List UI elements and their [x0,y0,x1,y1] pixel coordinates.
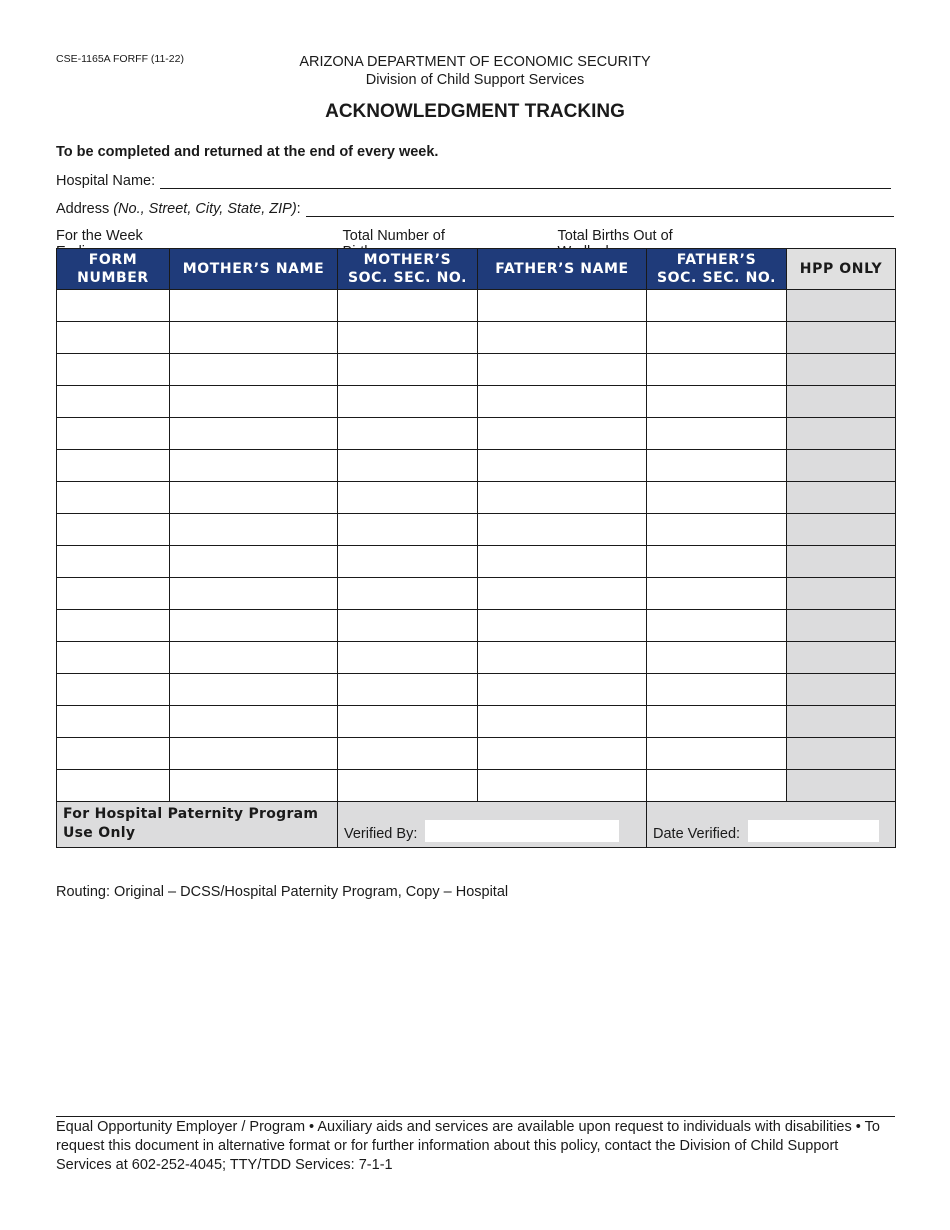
form-number-cell[interactable] [57,706,170,738]
hpp-only-cell [787,578,896,610]
hpp-only-cell [787,770,896,802]
fathers-ssn-cell[interactable] [647,578,787,610]
fathers-name-cell[interactable] [478,546,647,578]
hpp-only-cell [787,322,896,354]
mothers-name-cell[interactable] [170,418,338,450]
table-row [57,706,896,738]
mothers-ssn-cell[interactable] [338,578,478,610]
fathers-ssn-cell[interactable] [647,706,787,738]
verified-by-cell [338,802,647,848]
mothers-name-cell[interactable] [170,354,338,386]
agency-header [0,53,950,89]
form-number-cell[interactable] [57,546,170,578]
fathers-ssn-cell[interactable] [647,770,787,802]
fathers-ssn-cell[interactable] [647,450,787,482]
mothers-ssn-cell[interactable] [338,546,478,578]
form-number-cell[interactable] [57,674,170,706]
fathers-ssn-cell[interactable] [647,290,787,322]
fathers-ssn-cell[interactable] [647,354,787,386]
out-of-wedlock-label: Total Births Out of [557,228,673,244]
form-number-cell[interactable] [57,610,170,642]
mothers-name-cell[interactable] [170,738,338,770]
date-verified-field[interactable] [748,820,879,842]
routing-text: Routing: Original – DCSS/Hospital Paternity Program, Copy – Hospital [56,884,509,900]
table-row [57,482,896,514]
fathers-ssn-cell[interactable] [647,674,787,706]
fathers-ssn-cell[interactable] [647,738,787,770]
total-births-label: Total Number of [342,228,445,244]
table-row [57,770,896,802]
table-row [57,578,896,610]
table-row [57,514,896,546]
fathers-name-cell[interactable] [478,386,647,418]
mothers-ssn-cell[interactable] [338,450,478,482]
table-row [57,738,896,770]
fathers-name-cell[interactable] [478,770,647,802]
mothers-name-cell[interactable] [170,482,338,514]
mothers-name-cell[interactable] [170,290,338,322]
table-row [57,546,896,578]
form-number-cell[interactable] [57,386,170,418]
mothers-name-cell[interactable] [170,386,338,418]
form-number-cell[interactable] [57,482,170,514]
fathers-name-cell[interactable] [478,482,647,514]
col-header-hpp-only: HPP ONLY [787,249,896,290]
table-row [57,354,896,386]
address-hint: (No., Street, City, State, ZIP) [113,201,297,217]
fathers-name-cell[interactable] [478,514,647,546]
form-number-cell[interactable] [57,738,170,770]
hpp-only-cell [787,514,896,546]
mothers-name-cell[interactable] [170,578,338,610]
mothers-name-cell[interactable] [170,610,338,642]
table-row [57,418,896,450]
col-header-form-number: FORM NUMBER [57,249,170,290]
fathers-name-cell[interactable] [478,322,647,354]
hpp-only-cell [787,546,896,578]
fathers-ssn-cell[interactable] [647,610,787,642]
fathers-ssn-cell[interactable] [647,642,787,674]
form-number-cell[interactable] [57,418,170,450]
footer-notice: Equal Opportunity Employer / Program • Auxiliary aids and services are available upon request to individuals with disabilities • To request this document in alternative format or for further information about this policy, contact the Division of Child Support Services at 602-252-4045; TTY/TDD Services: 7-1-1 [56,1119,880,1173]
fathers-name-cell[interactable] [478,418,647,450]
form-code: CSE-1165A FORFF (11-22) [56,53,184,65]
mothers-ssn-cell[interactable] [338,642,478,674]
address-row [56,200,894,217]
fathers-name-cell[interactable] [478,578,647,610]
instruction-text: To be completed and returned at the end of every week. [56,144,439,160]
form-number-cell[interactable] [57,290,170,322]
hpp-only-cell [787,418,896,450]
fathers-ssn-cell[interactable] [647,546,787,578]
mothers-name-cell[interactable] [170,770,338,802]
week-ending-label: For the Week [56,228,143,244]
mothers-ssn-cell[interactable] [338,354,478,386]
footer-divider [56,1116,895,1117]
mothers-ssn-cell[interactable] [338,738,478,770]
fathers-ssn-cell[interactable] [647,418,787,450]
fathers-name-cell[interactable] [478,354,647,386]
mothers-ssn-cell[interactable] [338,482,478,514]
hpp-only-cell [787,610,896,642]
table-row [57,642,896,674]
mothers-name-cell[interactable] [170,674,338,706]
verified-by-label: Verified By: [344,826,418,842]
hpp-use-only-label: For Hospital Paternity Program Use Only [57,802,338,848]
table-body [57,290,896,802]
address-colon: : [296,201,301,217]
fathers-ssn-cell[interactable] [647,322,787,354]
col-header-fathers-ssn: FATHER’S SOC. SEC. NO. [647,249,787,290]
hpp-only-cell [787,642,896,674]
fathers-name-cell[interactable] [478,642,647,674]
fathers-ssn-cell[interactable] [647,482,787,514]
fathers-name-cell[interactable] [478,674,647,706]
mothers-name-cell[interactable] [170,546,338,578]
date-verified-cell [647,802,896,848]
hpp-only-cell [787,450,896,482]
col-header-mothers-ssn: MOTHER’S SOC. SEC. NO. [338,249,478,290]
mothers-ssn-cell[interactable] [338,514,478,546]
table-header-row [57,249,896,290]
page-title: ACKNOWLEDGMENT TRACKING [325,101,625,122]
table-row [57,674,896,706]
table-row [57,610,896,642]
fathers-name-cell[interactable] [478,706,647,738]
agency-name: ARIZONA DEPARTMENT OF ECONOMIC SECURITY [299,54,651,70]
form-number-cell[interactable] [57,354,170,386]
col-header-mothers-name: MOTHER’S NAME [170,249,338,290]
hpp-only-cell [787,290,896,322]
mothers-ssn-cell[interactable] [338,386,478,418]
hpp-only-cell [787,354,896,386]
mothers-ssn-cell[interactable] [338,322,478,354]
table-row [57,450,896,482]
fathers-name-cell[interactable] [478,738,647,770]
mothers-ssn-cell[interactable] [338,610,478,642]
form-number-cell[interactable] [57,514,170,546]
table-row [57,290,896,322]
form-number-cell[interactable] [57,322,170,354]
division-name: Division of Child Support Services [365,72,585,88]
mothers-ssn-cell[interactable] [338,706,478,738]
form-number-cell[interactable] [57,578,170,610]
hpp-only-cell [787,674,896,706]
mothers-name-cell[interactable] [170,450,338,482]
hpp-footer-row [57,802,896,848]
mothers-name-cell[interactable] [170,322,338,354]
mothers-name-cell[interactable] [170,642,338,674]
fathers-name-cell[interactable] [478,290,647,322]
hpp-only-cell [787,738,896,770]
fathers-ssn-cell[interactable] [647,514,787,546]
address-label: Address [56,201,110,217]
date-verified-label: Date Verified: [653,826,741,842]
mothers-name-cell[interactable] [170,706,338,738]
fathers-ssn-cell[interactable] [647,386,787,418]
table-row [57,386,896,418]
form-number-cell[interactable] [57,450,170,482]
hospital-name-row [56,172,891,189]
address-field[interactable] [306,200,894,217]
form-number-cell[interactable] [57,770,170,802]
mothers-ssn-cell[interactable] [338,418,478,450]
hpp-only-cell [787,482,896,514]
form-number-cell[interactable] [57,642,170,674]
hospital-name-label: Hospital Name: [56,173,156,189]
hpp-only-cell [787,386,896,418]
verified-by-field[interactable] [425,820,619,842]
mothers-ssn-cell[interactable] [338,290,478,322]
mothers-name-cell[interactable] [170,514,338,546]
mothers-ssn-cell[interactable] [338,674,478,706]
col-header-fathers-name: FATHER’S NAME [478,249,647,290]
tracking-table [56,248,896,848]
fathers-name-cell[interactable] [478,610,647,642]
fathers-name-cell[interactable] [478,450,647,482]
hpp-only-cell [787,706,896,738]
hospital-name-field[interactable] [160,172,891,189]
mothers-ssn-cell[interactable] [338,770,478,802]
table-row [57,322,896,354]
